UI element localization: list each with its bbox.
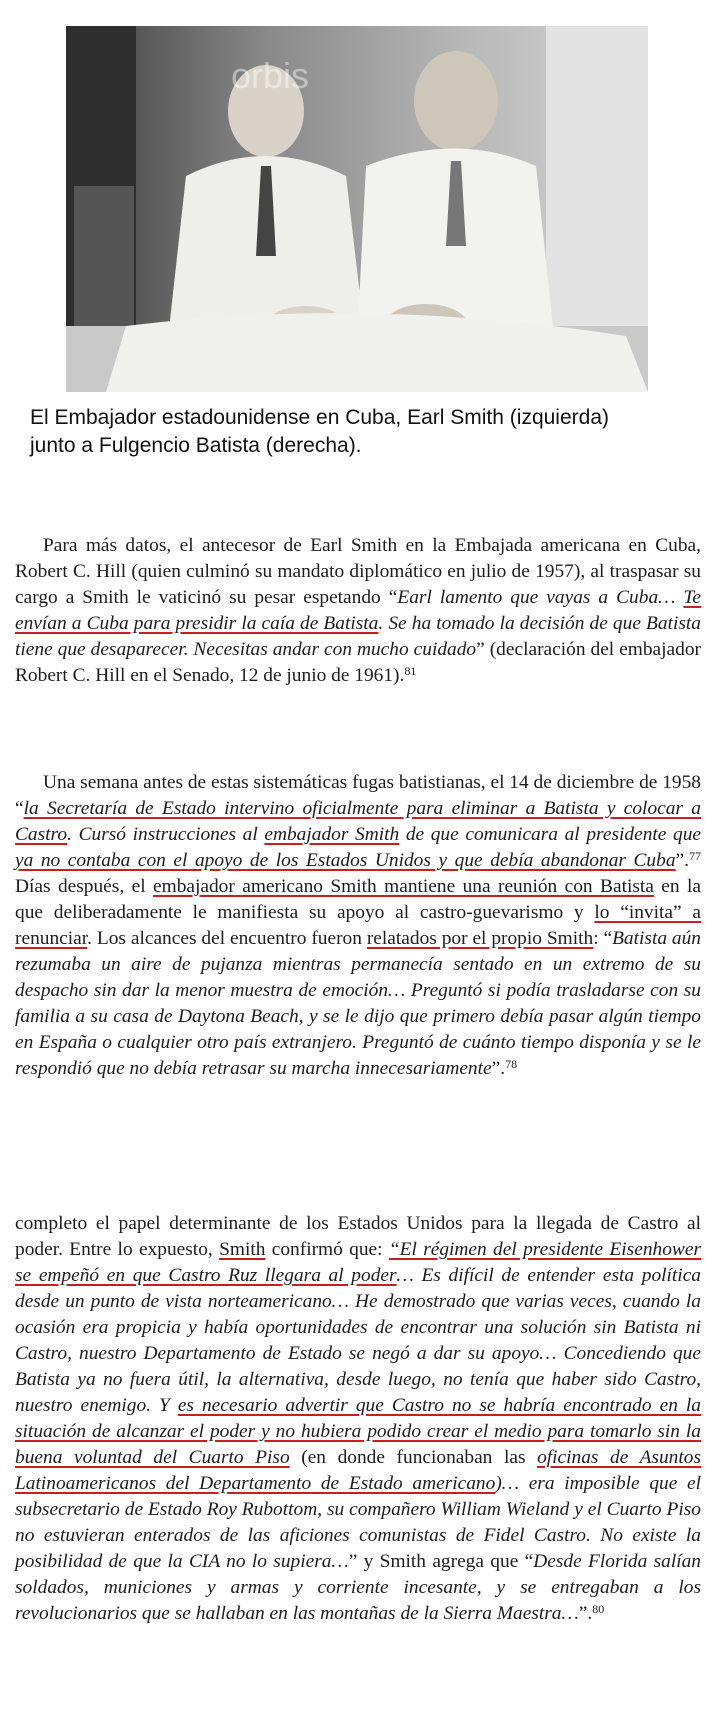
p2-text-3: Días después, el [15,876,153,897]
p2-text-7: ”. [491,1058,506,1079]
p2-text-2: ”. [675,850,689,871]
p2-quote-2: de que comunicara al presidente que [399,824,702,845]
p3-quote-1: … Es difícil de entender esta política desde un punto de vista norteamericano… He demostrado que varias veces, cuando la ocasión era propicia y había oportunidades de encontrar una solución sin Batista ni Castro, nuestro Departamento de Estado se negó a dar su apoyo… Concediendo que Batista ya no fuera útil, la alternativa, desde luego, no tenía que haber sido Castro, nuestro enemigo. Y [15,1265,701,1416]
p2-underlined-2: embajador Smith [264,824,400,845]
caption-line-1: El Embajador estadounidense en Cuba, Earl Smith (izquierda) [30,406,609,429]
p2-underlined-4: embajador americano Smith mantiene una reunión con Batista [153,876,654,897]
p2-underlined-6: relatados por el propio Smith [366,928,594,949]
p3-text-5: ”. [578,1603,593,1624]
p2-text-6: : “ [593,928,613,949]
p2-text-4: en la que deliberadamente le manifiesta su apoyo al castro-guevarismo y [15,876,701,923]
p1-text-2: ” (declaración del embajador Robert C. Hill en el Senado, 12 de junio de 1961). [15,639,701,686]
photo-watermark: orbis [231,55,310,96]
p3-text-3: (en donde funcionaban las [289,1447,538,1468]
footnote-80: 80 [592,1602,605,1616]
photo-illustration [66,26,648,392]
p2-text-5: . Los alcances del encuentro fueron [87,928,367,949]
p2-underlined-1: la Secretaría de Estado intervino oficialmente para eliminar a Batista y colocar a Castro [15,798,701,845]
p1-text-1: Para más datos, el antecesor de Earl Smith en la Embajada americana en Cuba, Robert C. Hill (quien culminó su mandato diplomático en julio de 1957), al traspasar su cargo a Smith le vaticinó su pesar espetando “ [15,535,701,608]
p3-text-1: completo el papel determinante de los Estados Unidos para la llegada de Castro al poder. Entre lo expuesto, [15,1213,701,1260]
p3-underlined-1: Smith [219,1239,266,1260]
p3-quote-3: Desde Florida salían soldados, municiones y armas y corriente incesante, y se entregaban a los revolucionarios que se hallaban en las montañas de la Sierra Maestra… [15,1551,701,1624]
historical-photo [66,26,648,392]
p1-quote-1: Earl lamento que vayas a Cuba… [397,587,684,608]
photo-caption [30,404,710,460]
p3-underlined-4: oficinas de Asuntos Latinoamericanos del Departamento de Estado americano [15,1447,701,1494]
p2-quote-1: . Cursó instrucciones al [67,824,265,845]
p2-quote-3: Batista aún rezumaba un aire de pujanza mientras permanecía sentado en un extremo de su despacho sin dar la menor muestra de emoción… Preguntó si podía trasladarse con su familia a su casa de Daytona Beach, y se le dijo que primero debía pasar algún tiempo en España o cualquier otro país extranjero. Preguntó de cuánto tiempo disponía y se le respondió que no debía retrasar su marcha innecesariamente [15,928,701,1079]
footnote-81: 81 [404,664,417,678]
paragraph-3 [15,1211,701,1627]
caption-line-2: junto a Fulgencio Batista (derecha). [30,434,362,457]
p3-quote-2: )… era imposible que el subsecretario de Estado Roy Rubottom, su compañero William Wieland y el Cuarto Piso no estuvieran enterados de las aficiones comunistas de Fidel Castro. No existe la posibilidad de que la CIA no lo supiera… [15,1473,701,1572]
p3-underlined-3: es necesario advertir que Castro no se habría encontrado en la situación de alcanzar el poder y no hubiera podido crear el medio para tomarlo sin la buena voluntad del Cuarto Piso [15,1395,701,1468]
paragraph-2 [15,770,701,1082]
p2-text-1: Una semana antes de estas sistemáticas fugas batistianas, el 14 de diciembre de 1958 “ [15,772,701,819]
p2-underlined-3: ya no contaba con el apoyo de los Estados Unidos y que debía abandonar Cuba [15,850,676,871]
p3-underlined-2: “El régimen del presidente Eisenhower se empeñó en que Castro Ruz llegara al poder [15,1239,702,1286]
paragraph-1 [15,533,701,689]
p1-underlined-quote: Te envían a Cuba para presidir la caía de Batista [15,587,701,634]
p3-text-4: ” y Smith agrega que “ [348,1551,534,1572]
footnote-78: 78 [505,1057,518,1071]
p2-underlined-5: lo “invita” a renunciar [15,902,701,949]
p3-text-2: confirmó que: [265,1239,389,1260]
p1-quote-2: . Se ha tomado la decisión de que Batista tiene que desaparecer. Necesitas andar con mucho cuidado [15,613,701,660]
footnote-77: 77 [689,849,701,863]
